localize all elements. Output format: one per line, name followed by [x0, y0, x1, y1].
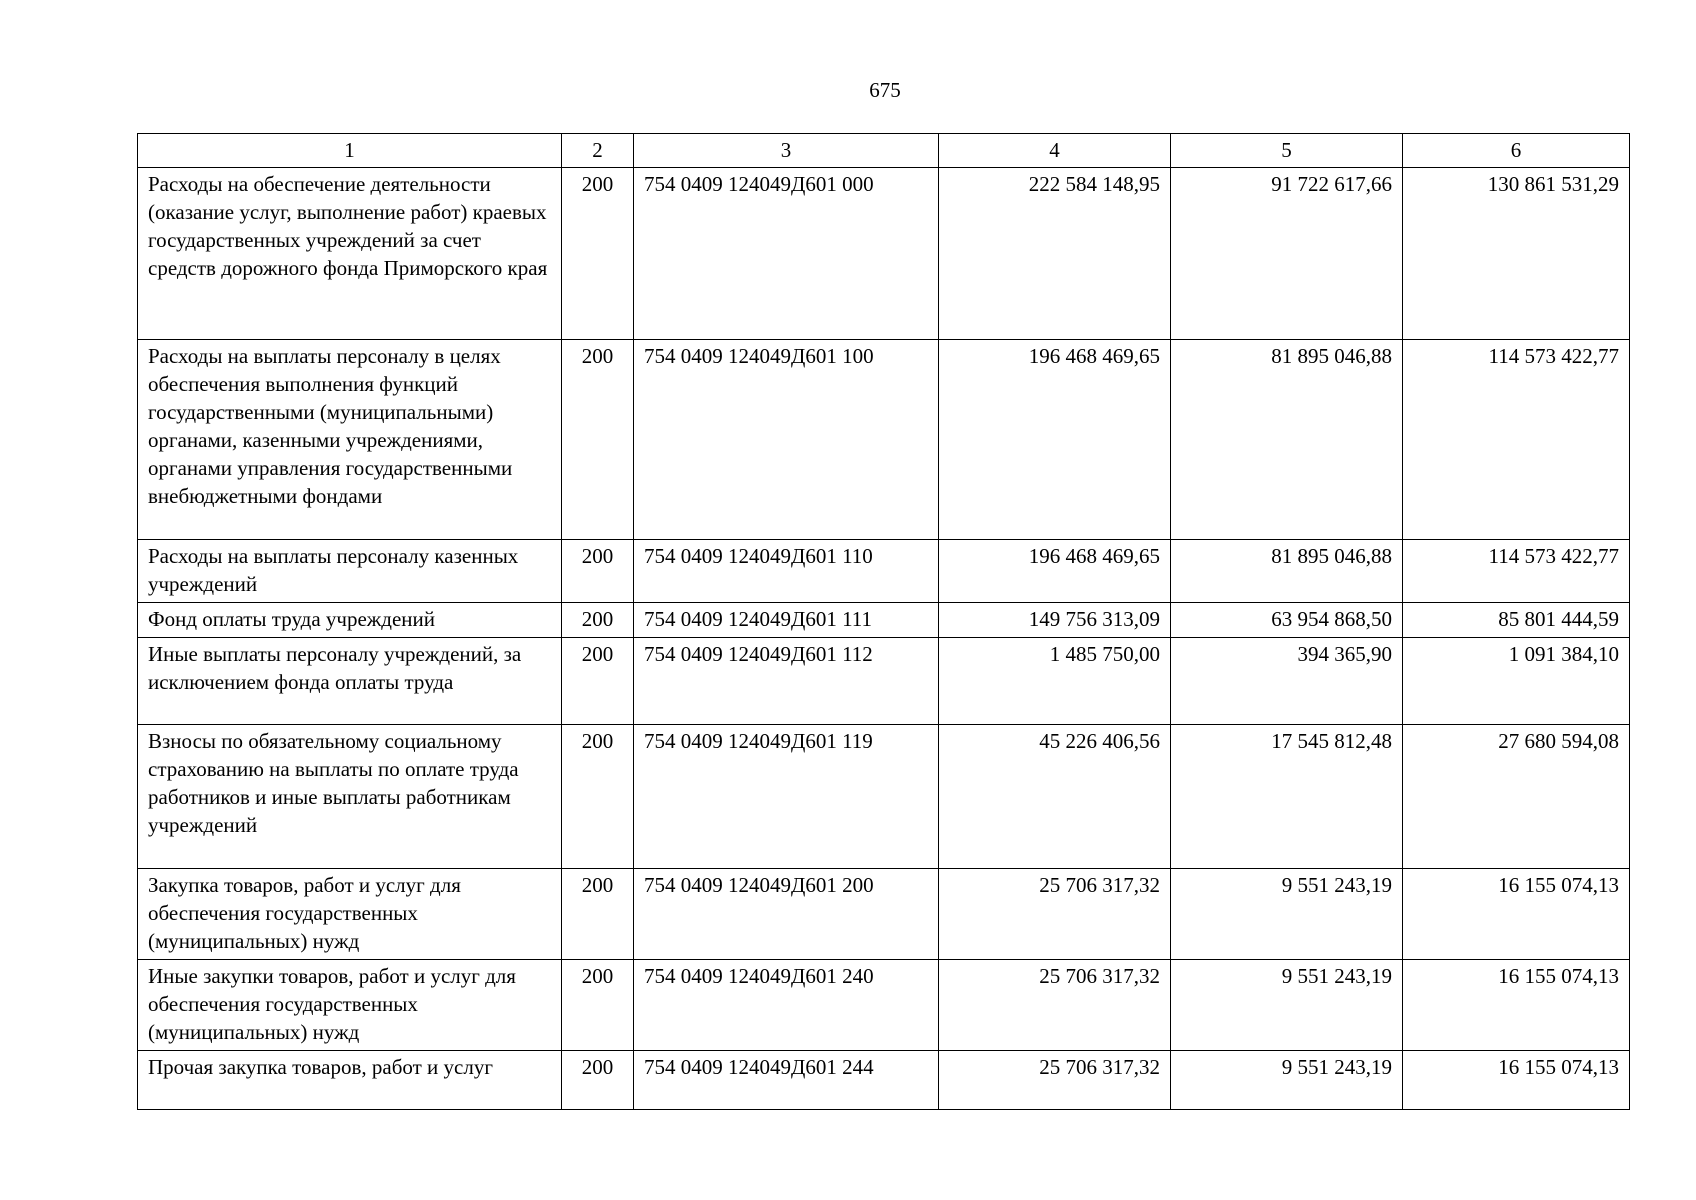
header-col-1: 1 — [138, 134, 562, 168]
row-name: Расходы на выплаты персоналу в целях обеспечения выполнения функций государственными (муниципальными) органами, казенными учреждениями, органами управления государственными внебюджетными фондами — [138, 340, 562, 540]
header-col-4: 4 — [939, 134, 1171, 168]
row-value-6: 114 573 422,77 — [1403, 340, 1630, 540]
row-group: 200 — [562, 540, 634, 603]
row-name: Взносы по обязательному социальному страхованию на выплаты по оплате труда работников и иные выплаты работникам учреждений — [138, 725, 562, 869]
row-group: 200 — [562, 340, 634, 540]
row-value-4: 149 756 313,09 — [939, 603, 1171, 638]
row-group: 200 — [562, 869, 634, 960]
header-col-2: 2 — [562, 134, 634, 168]
row-name: Закупка товаров, работ и услуг для обеспечения государственных (муниципальных) нужд — [138, 869, 562, 960]
row-name: Иные закупки товаров, работ и услуг для обеспечения государственных (муниципальных) нужд — [138, 960, 562, 1051]
row-value-6: 130 861 531,29 — [1403, 168, 1630, 340]
table-row — [138, 340, 1630, 540]
header-col-3: 3 — [634, 134, 939, 168]
row-code: 754 0409 124049Д601 110 — [634, 540, 939, 603]
row-group: 200 — [562, 960, 634, 1051]
row-value-5: 63 954 868,50 — [1171, 603, 1403, 638]
row-code: 754 0409 124049Д601 100 — [634, 340, 939, 540]
row-value-6: 85 801 444,59 — [1403, 603, 1630, 638]
row-group: 200 — [562, 603, 634, 638]
row-value-6: 1 091 384,10 — [1403, 638, 1630, 725]
header-row — [138, 134, 1630, 168]
header-col-5: 5 — [1171, 134, 1403, 168]
header-col-6: 6 — [1403, 134, 1630, 168]
row-code: 754 0409 124049Д601 200 — [634, 869, 939, 960]
row-code: 754 0409 124049Д601 119 — [634, 725, 939, 869]
row-name: Расходы на выплаты персоналу казенных учреждений — [138, 540, 562, 603]
table-row — [138, 725, 1630, 869]
row-code: 754 0409 124049Д601 244 — [634, 1051, 939, 1110]
table-row — [138, 168, 1630, 340]
page-number: 675 — [869, 78, 901, 102]
table-row — [138, 540, 1630, 603]
row-group: 200 — [562, 168, 634, 340]
table-row — [138, 869, 1630, 960]
row-code: 754 0409 124049Д601 240 — [634, 960, 939, 1051]
row-name: Фонд оплаты труда учреждений — [138, 603, 562, 638]
row-group: 200 — [562, 1051, 634, 1110]
row-value-6: 16 155 074,13 — [1403, 960, 1630, 1051]
row-value-6: 114 573 422,77 — [1403, 540, 1630, 603]
row-value-5: 91 722 617,66 — [1171, 168, 1403, 340]
row-group: 200 — [562, 725, 634, 869]
row-value-5: 17 545 812,48 — [1171, 725, 1403, 869]
table-row — [138, 603, 1630, 638]
row-value-5: 394 365,90 — [1171, 638, 1403, 725]
row-value-4: 196 468 469,65 — [939, 340, 1171, 540]
row-value-5: 9 551 243,19 — [1171, 1051, 1403, 1110]
row-value-4: 222 584 148,95 — [939, 168, 1171, 340]
row-value-5: 9 551 243,19 — [1171, 869, 1403, 960]
budget-table — [137, 133, 1630, 1110]
row-name: Прочая закупка товаров, работ и услуг — [138, 1051, 562, 1110]
row-code: 754 0409 124049Д601 000 — [634, 168, 939, 340]
row-value-6: 16 155 074,13 — [1403, 1051, 1630, 1110]
row-value-4: 25 706 317,32 — [939, 1051, 1171, 1110]
row-code: 754 0409 124049Д601 111 — [634, 603, 939, 638]
table-row — [138, 1051, 1630, 1110]
row-value-5: 9 551 243,19 — [1171, 960, 1403, 1051]
row-code: 754 0409 124049Д601 112 — [634, 638, 939, 725]
row-name: Расходы на обеспечение деятельности (оказание услуг, выполнение работ) краевых государственных учреждений за счет средств дорожного фонда Приморского края — [138, 168, 562, 340]
row-value-4: 196 468 469,65 — [939, 540, 1171, 603]
row-value-4: 1 485 750,00 — [939, 638, 1171, 725]
row-name: Иные выплаты персоналу учреждений, за исключением фонда оплаты труда — [138, 638, 562, 725]
row-value-4: 45 226 406,56 — [939, 725, 1171, 869]
row-value-4: 25 706 317,32 — [939, 960, 1171, 1051]
row-value-5: 81 895 046,88 — [1171, 340, 1403, 540]
row-value-5: 81 895 046,88 — [1171, 540, 1403, 603]
row-value-6: 27 680 594,08 — [1403, 725, 1630, 869]
table-row — [138, 960, 1630, 1051]
table-row — [138, 638, 1630, 725]
row-group: 200 — [562, 638, 634, 725]
row-value-4: 25 706 317,32 — [939, 869, 1171, 960]
row-value-6: 16 155 074,13 — [1403, 869, 1630, 960]
